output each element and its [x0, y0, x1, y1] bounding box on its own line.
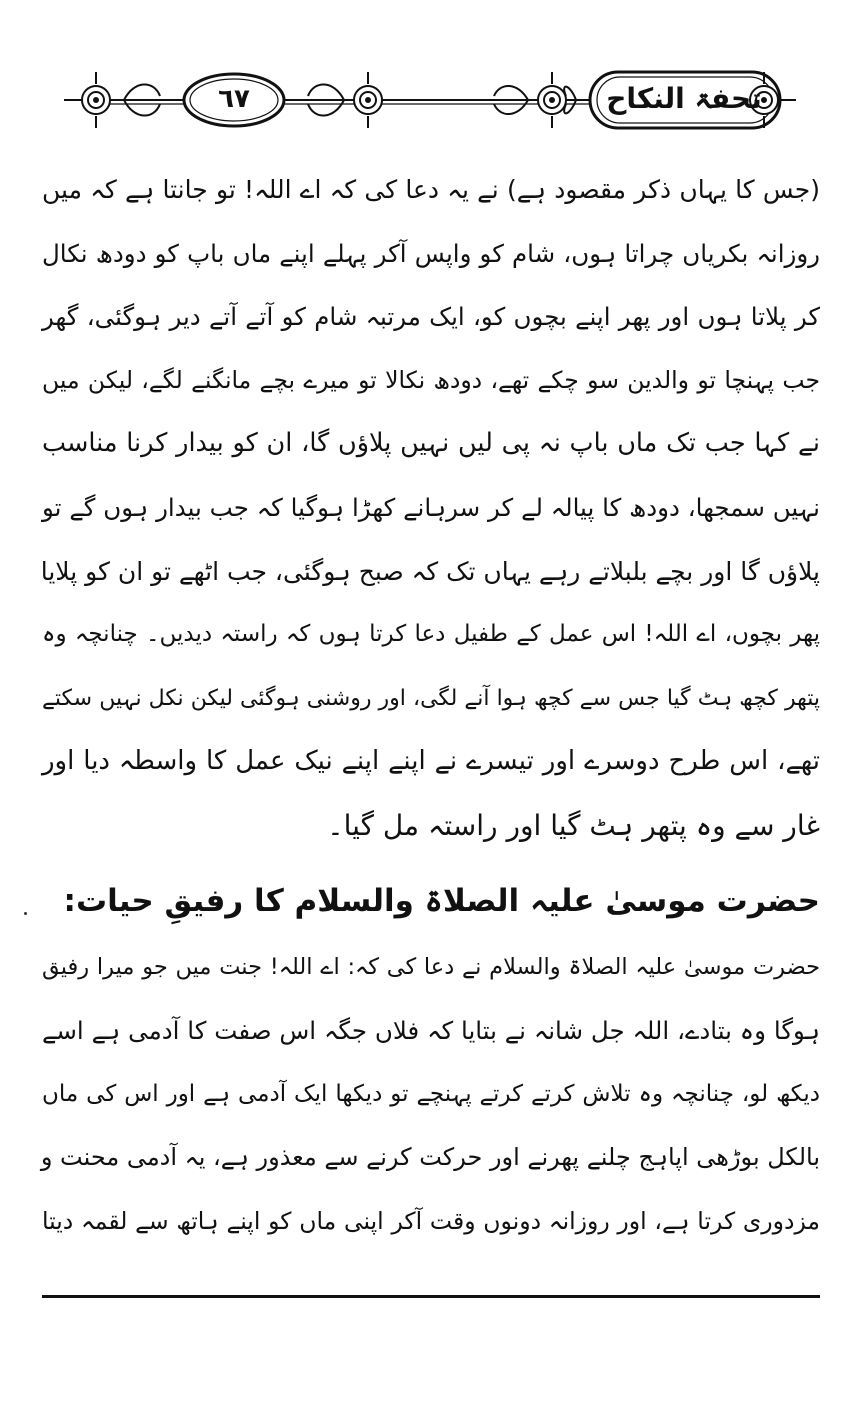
rosette-icon — [538, 72, 566, 128]
text-line: حضرت موسیٰ علیہ الصلاۃ والسلام نے دعا کی کہ: اے اللہ! جنت میں جو میرا رفیق — [42, 953, 820, 980]
text-line: غار سے وہ پتھر ہٹ گیا اور راستہ مل گیا۔ — [327, 808, 820, 842]
text-line: بالکل بوڑھی اپاہج چلنے پھرنے اور حرکت کرنے سے معذور ہے، یہ آدمی محنت و — [40, 1143, 820, 1172]
page-number: ٦٧ — [218, 84, 250, 114]
section-heading: حضرت موسیٰ علیہ الصلاۃ والسلام کا رفیقِ حیات: — [63, 882, 820, 919]
text-line: مزدوری کرتا ہے، اور روزانہ دونوں وقت آکر اپنی ماں کو اپنے ہاتھ سے لقمہ دیتا — [42, 1206, 820, 1235]
text-line: جب پہنچا تو والدین سو چکے تھے، دودھ نکالا تو میرے بچے مانگنے لگے، لیکن میں — [42, 365, 820, 394]
rosette-icon — [64, 72, 110, 128]
rosette-icon — [354, 72, 382, 128]
book-title: تحفۃ النکاح — [606, 81, 762, 115]
text-line: پلاؤں گا اور بچے بلبلاتے رہے یہاں تک کہ صبح ہوگئی، جب اٹھے تو ان کو پلایا — [40, 556, 820, 586]
page-header — [60, 66, 800, 138]
text-line: نہیں سمجھا، دودھ کا پیالہ لے کر سرہانے کھڑا ہوگیا کہ جب بیدار ہوں گے تو — [42, 492, 820, 522]
text-line: کر پلاتا ہوں اور پھر اپنے بچوں کو، ایک مرتبہ شام کو آتے آتے دیر ہوگئی، گھر — [42, 302, 820, 332]
text-line: نے کہا جب تک ماں باپ نہ پی لیں نہیں پلاؤں گا، ان کو بیدار کرنا مناسب — [42, 428, 820, 459]
text-line: ہوگا وہ بتادے، اللہ جل شانہ نے بتایا کہ فلاں جگہ اس صفت کا آدمی ہے اسے — [42, 1016, 820, 1046]
footer-rule — [42, 1295, 820, 1298]
text-line: پھر بچوں، اے اللہ! اس عمل کے طفیل دعا کرتا ہوں کہ راستہ دیدیں۔ چنانچہ وہ — [42, 621, 820, 648]
text-line: تھے، اس طرح دوسرے اور تیسرے نے اپنے اپنے نیک عمل کا واسطہ دیا اور — [42, 746, 820, 777]
text-line: روزانہ بکریاں چراتا ہوں، شام کو واپس آکر پہلے اپنے ماں باپ کو دودھ نکال — [42, 238, 820, 268]
page-body — [42, 158, 820, 1254]
scan-speck — [24, 912, 27, 915]
text-line: (جس کا یہاں ذکر مقصود ہے) نے یہ دعا کی کہ اے اللہ! تو جانتا ہے کہ میں — [42, 175, 820, 204]
text-line: پتھر کچھ ہٹ گیا جس سے کچھ ہوا آنے لگی، اور روشنی ہوگئی لیکن نکل نہیں سکتے — [42, 685, 820, 711]
text-line: دیکھ لو، چنانچہ وہ تلاش کرتے کرتے پہنچے تو دیکھا ایک آدمی ہے اور اس کی ماں — [42, 1080, 820, 1107]
